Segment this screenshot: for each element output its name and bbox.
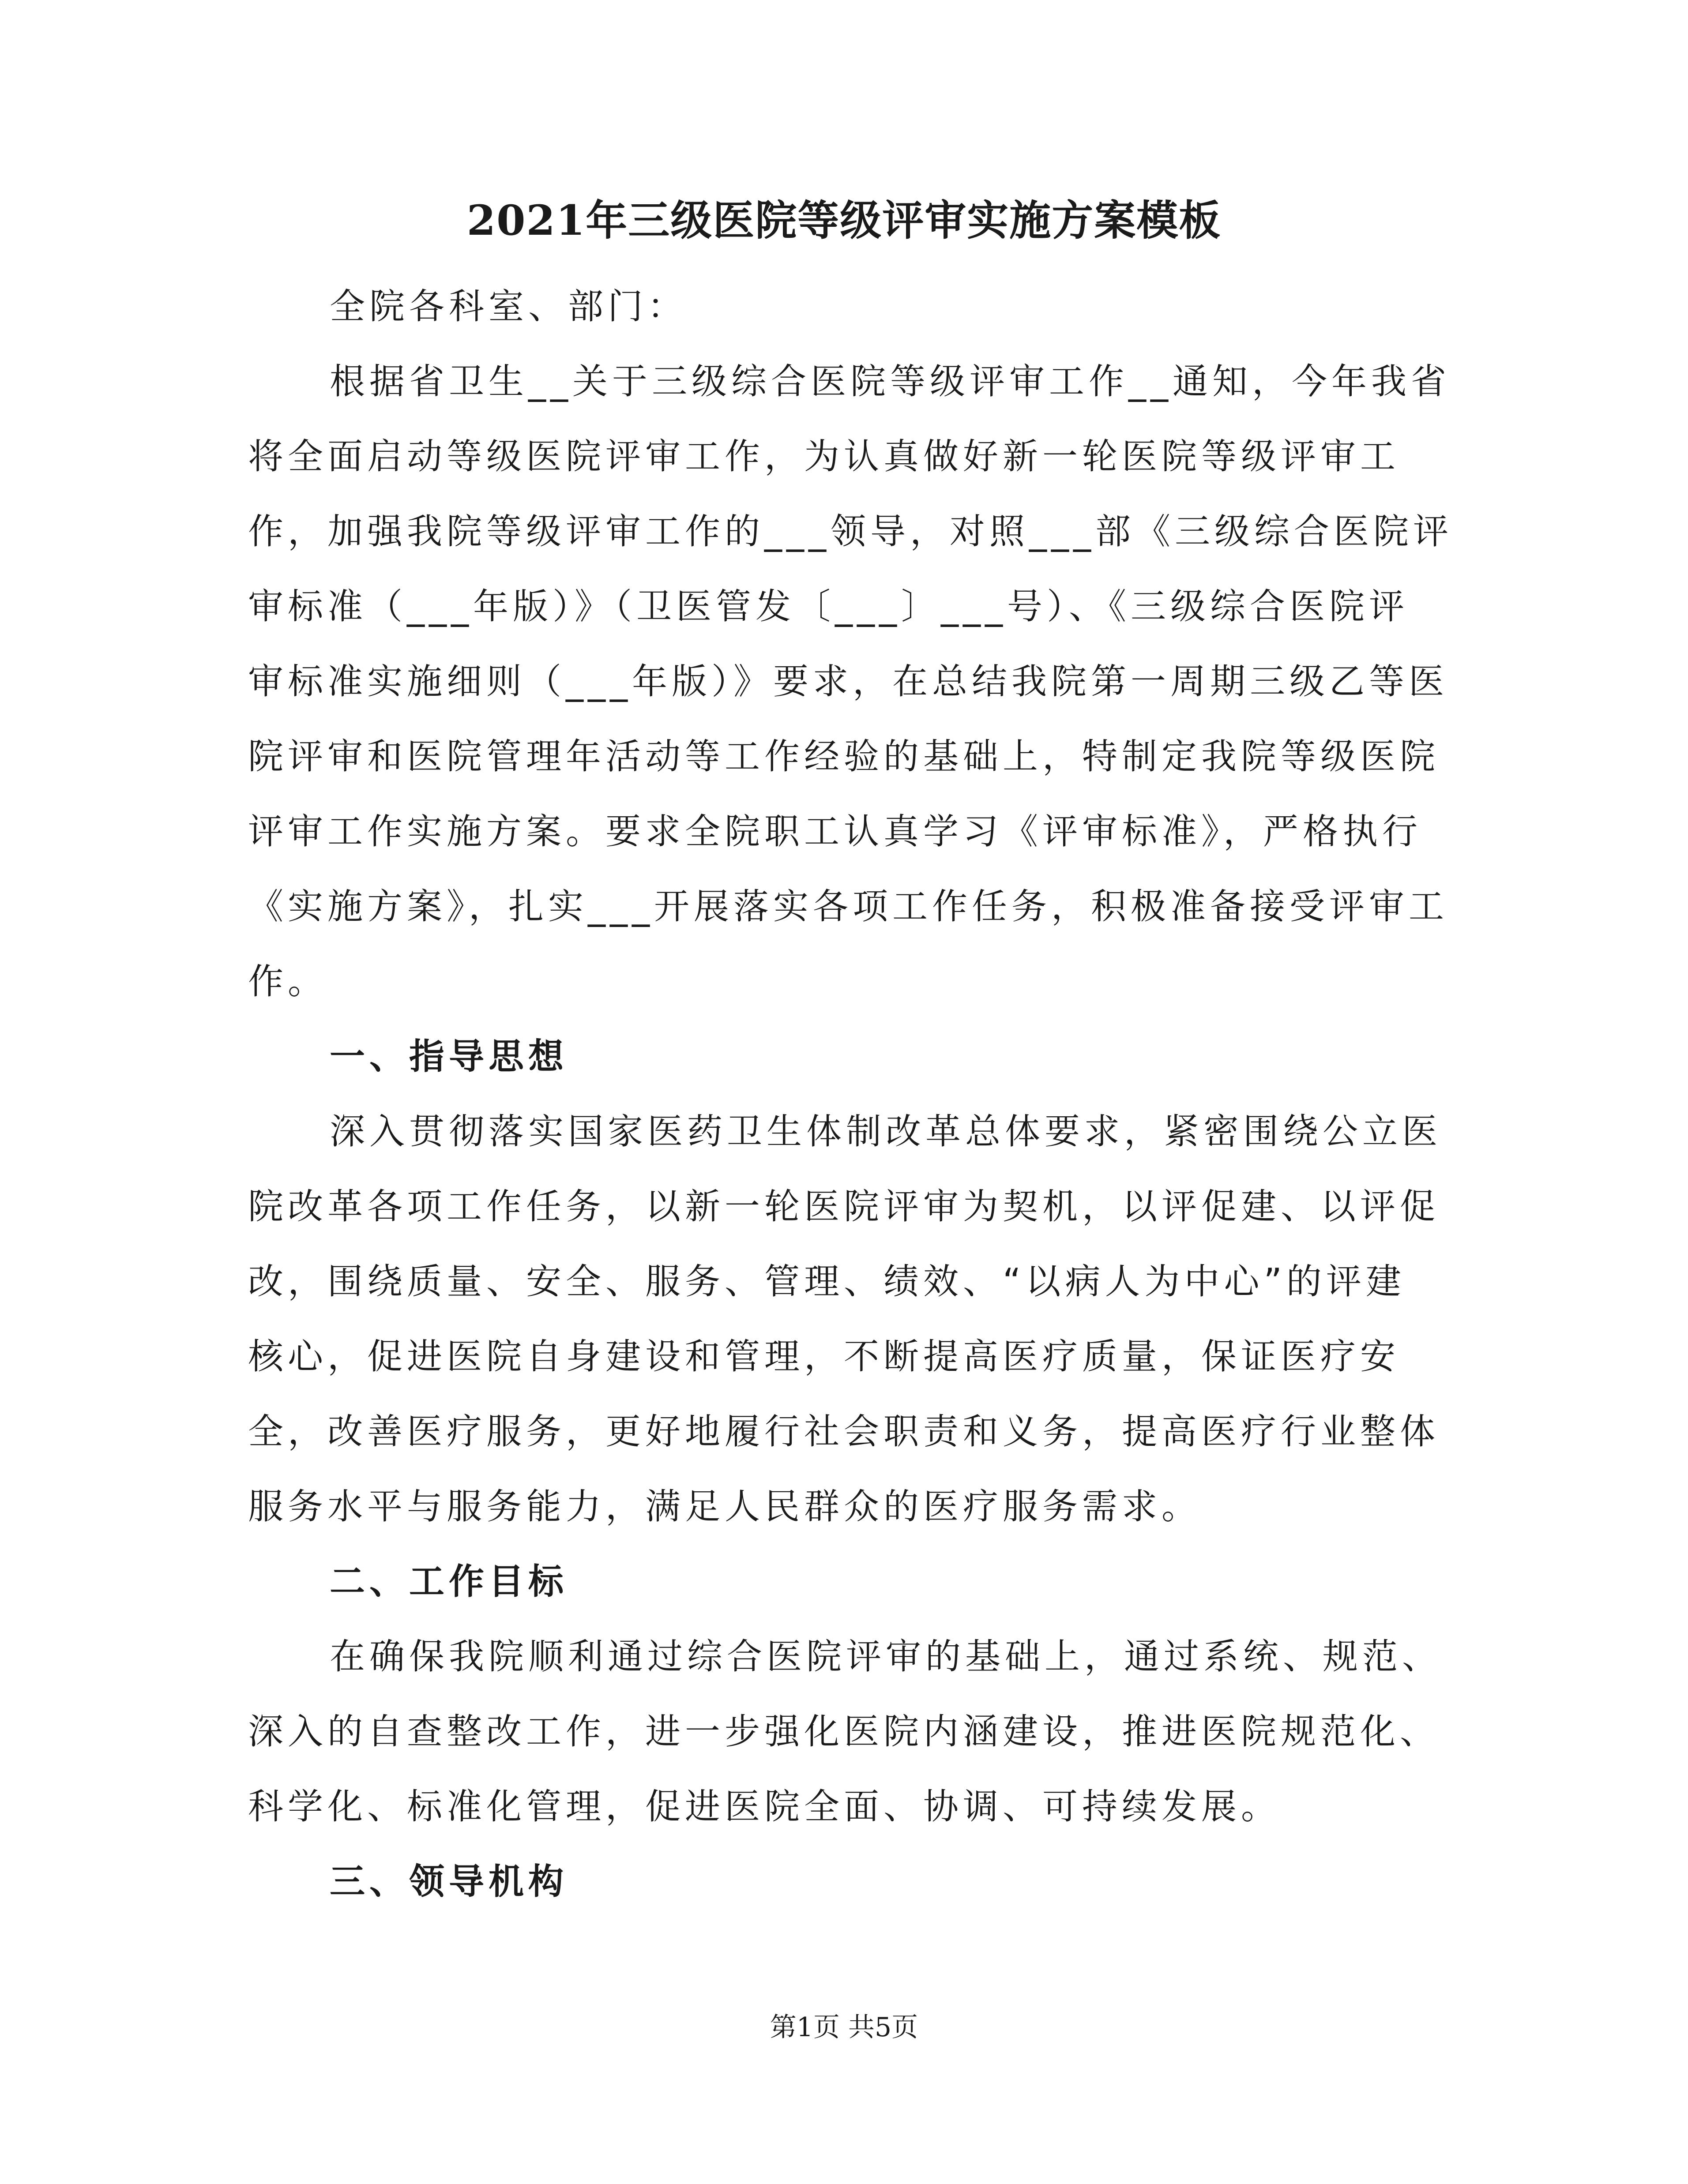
salutation: 全院各科室、部门： [330, 286, 687, 327]
intro-line: 审标准（___年版）》（卫医管发〔___〕___号）、《三级综合医院评 [248, 586, 1409, 627]
section1-line: 服务水平与服务能力，满足人民群众的医疗服务需求。 [248, 1486, 1201, 1527]
intro-line: 根据省卫生__关于三级综合医院等级评审工作__通知，今年我省 [330, 361, 1451, 402]
intro-line: 评审工作实施方案。要求全院职工认真学习《评审标准》，严格执行 [248, 811, 1422, 852]
intro-line: 审标准实施细则（___年版）》要求，在总结我院第一周期三级乙等医 [248, 661, 1448, 702]
section2-line: 深入的自查整改工作，进一步强化医院内涵建设，推进医院规范化、 [248, 1711, 1440, 1752]
page-number-footer: 第1页 共5页 [770, 2012, 918, 2043]
intro-line: 院评审和医院管理年活动等工作经验的基础上，特制定我院等级医院 [248, 736, 1440, 777]
section-heading-guiding-ideology: 一、指导思想 [330, 1036, 568, 1077]
section1-line: 改，围绕质量、安全、服务、管理、绩效、“以病人为中心”的评建 [248, 1261, 1406, 1302]
intro-line: 《实施方案》，扎实___开展落实各项工作任务，积极准备接受评审工 [248, 886, 1448, 927]
section1-line: 全，改善医疗服务，更好地履行社会职责和义务，提高医疗行业整体 [248, 1411, 1440, 1452]
intro-line: 作。 [248, 961, 327, 1002]
document-title: 2021年三级医院等级评审实施方案模板 [466, 196, 1222, 245]
section2-line: 科学化、标准化管理，促进医院全面、协调、可持续发展。 [248, 1786, 1281, 1827]
section-heading-work-goals: 二、工作目标 [330, 1561, 568, 1602]
section1-line: 核心，促进医院自身建设和管理，不断提高医疗质量，保证医疗安 [248, 1336, 1400, 1377]
section-heading-leadership: 三、领导机构 [330, 1861, 568, 1902]
intro-line: 作，加强我院等级评审工作的___领导，对照___部《三级综合医院评 [248, 511, 1453, 552]
section2-line: 在确保我院顺利通过综合医院评审的基础上，通过系统、规范、 [330, 1636, 1442, 1677]
document-body [248, 269, 1453, 1919]
intro-line: 将全面启动等级医院评审工作，为认真做好新一轮医院等级评审工 [248, 436, 1400, 477]
section1-line: 深入贯彻落实国家医药卫生体制改革总体要求，紧密围绕公立医 [330, 1111, 1442, 1152]
section1-line: 院改革各项工作任务，以新一轮医院评审为契机，以评促建、以评促 [248, 1186, 1440, 1227]
